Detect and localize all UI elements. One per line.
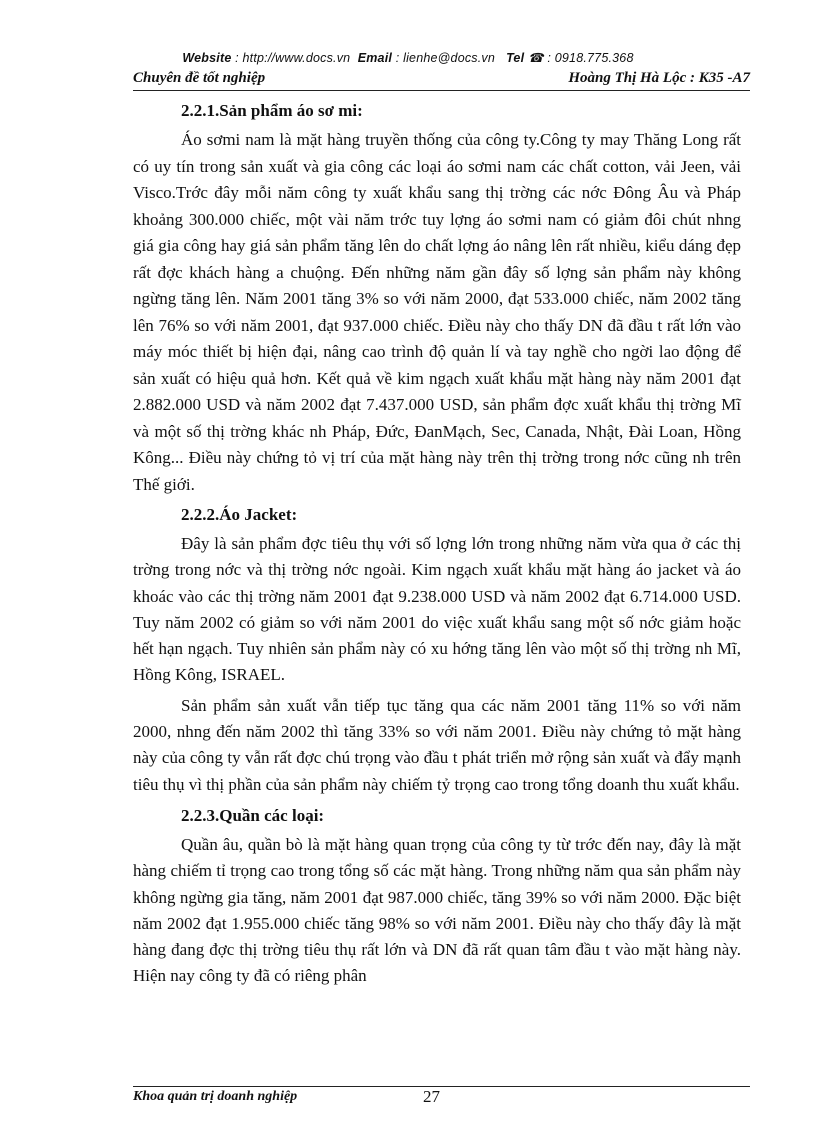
- document-body: [133, 97, 741, 990]
- website-label: Website: [182, 51, 232, 65]
- header-thesis-title: Chuyên đề tốt nghiệp: [133, 70, 266, 86]
- paragraph-jacket-1: Đây là sản phẩm đợc tiêu thụ với số lợng lớn trong những năm vừa qua ở các thị trờng trong nớc và thị trờng nớc ngoài. Kim ngạch xuất khẩu mặt hàng áo jacket và áo khoác vào các thị trờng năm 2001 đạt 9.238.000 USD và năm 2002 đạt 6.714.000 USD. Tuy năm 2002 có giảm so với năm 2001 do việc xuất khẩu sang một số nớc giảm hoặc hết hạn ngạch. Tuy nhiên sản phẩm này có xu hớng tăng lên vào một số thị trờng nh Mĩ, Hồng Kông, ISRAEL.: [133, 534, 741, 685]
- paragraph-shirts: Áo sơmi nam là mặt hàng truyền thống của công ty.Công ty may Thăng Long rất có uy tín trong sản xuất và gia công các loại áo sơmi nam các chất cotton, vải Jeen, vải Visco.Trớc đây mỗi năm công ty xuất khẩu sang thị trờng các nớc Đông Âu và Pháp khoảng 300.000 chiếc, một vài năm trớc tuy lợng áo sơmi nam có giảm đôi chút nhng giá gia công hay giá sản phẩm tăng lên do chất lợng áo nâng lên rất nhiều, kiểu dáng đẹp rất đợc khách hàng a chuộng. Đến những năm gần đây số lợng sản phẩm này không ngừng tăng lên. Năm 2001 tăng 3% so với năm 2000, đạt 533.000 chiếc, năm 2002 tăng lên 76% so với năm 2001, đạt 937.000 chiếc. Điều này cho thấy DN đã đầu t rất lớn vào máy móc thiết bị hiện đại, nâng cao trình độ quản lí và tay nghề cho ngời lao động để sản xuất có hiệu quả hơn. Kết quả về kim ngạch xuất khẩu mặt hàng này năm 2001 đạt 2.882.000 USD và năm 2002 đạt 7.437.000 USD, sản phẩm đợc xuất khẩu thị trờng Mĩ và một số thị trờng khác nh Pháp, Đức, ĐanMạch, Sec, Canada, Nhật, Đài Loan, Hồng Kông... Điều này chứng tỏ vị trí của mặt hàng này trên thị trờng trong nớc cũng nh trên Thế giới.: [133, 130, 741, 494]
- paragraph-trousers: Quần âu, quần bò là mặt hàng quan trọng của công ty từ trớc đến nay, đây là mặt hàng chiếm tỉ trọng cao trong tổng số các mặt hàng. Trong những năm qua sản phẩm này không ngừng gia tăng, năm 2001 đạt 987.000 chiếc, tăng 39% so với năm 2000. Đặc biệt năm 2002 đạt 1.955.000 chiếc tăng 98% so với năm 2001. Điều này cho thấy đây là mặt hàng đang đợc thị trờng tiêu thụ rất lớn và DN đã rất quan tâm đầu t vào mặt hàng này. Hiện nay công ty đã có riêng phân: [133, 834, 741, 986]
- footer-faculty: Khoa quản trị doanh nghiệp: [133, 1089, 298, 1104]
- tel-value: ☎ : 0918.775.368: [527, 51, 634, 65]
- section-heading-shirts: 2.2.1.Sản phẩm áo sơ mi:: [181, 101, 363, 120]
- email-label: Email: [357, 51, 393, 65]
- paragraph-jacket-2: Sản phẩm sản xuất vẫn tiếp tục tăng qua các năm 2001 tăng 11% so với năm 2000, nhng đến năm 2002 thì tăng 33% so với năm 2001. Điều này chứng tỏ mặt hàng này của công ty vẫn rất đợc chú trọng vào đầu t phát triển mở rộng sản xuất và đẩy mạnh tiêu thụ vì thị phần của sản phẩm này chiếm tỷ trọng cao trong tổng doanh thu xuất khẩu.: [133, 695, 741, 794]
- page-number: 27: [423, 1087, 440, 1106]
- website-banner: [0, 50, 816, 65]
- section-heading-trousers: 2.2.3.Quần các loại:: [181, 805, 325, 825]
- section-heading-jacket: 2.2.2.Áo Jacket:: [181, 505, 298, 524]
- tel-label: Tel: [506, 51, 525, 65]
- header-author: Hoàng Thị Hà Lộc : K35 -A7: [568, 70, 750, 86]
- email-value[interactable]: : lienhe@docs.vn: [395, 51, 496, 65]
- website-url[interactable]: : http://www.docs.vn: [235, 51, 351, 65]
- page-footer: [133, 1086, 750, 1117]
- page-header: [133, 68, 750, 91]
